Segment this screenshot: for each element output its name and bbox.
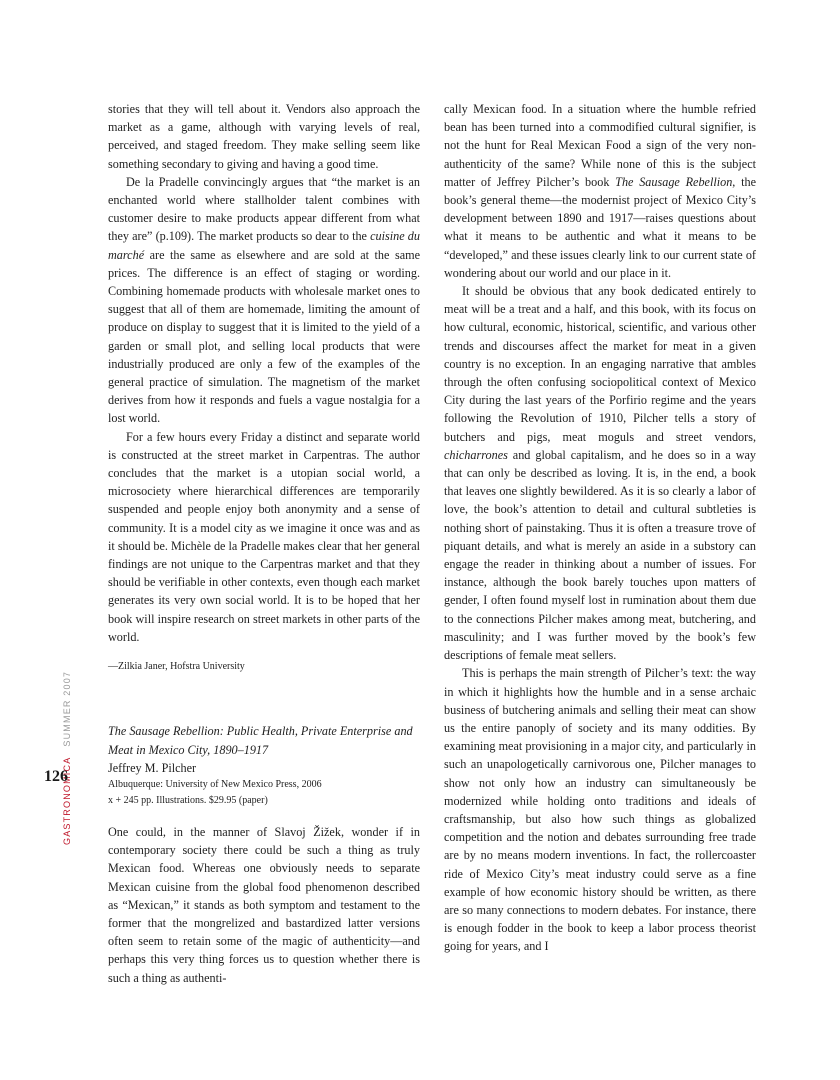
- paragraph: This is perhaps the main strength of Pilcher’s text: the way in which it highlights how the humble and in a sense archaic business of butchering animals and selling their meat can show us the entire panoply of society and its many oddities. By examining meat provisioning in a major city, and particularly in such an unapologetically carnivorous one, Pilcher manages to show not only how an industry can simultaneously be modernized while holding onto traditions and ideals of craftsmanship, but also how such things as globalized competition and the notion and debates surrounding free trade are by no means modern inventions. In fact, the rollercoaster ride of Mexico City’s meat industry could serve as a fine example of how economic history should be written, as there are so many connections to modern debates. For instance, there is enough fodder in the book to keep a labor process theorist going for years, and I: [444, 666, 756, 954]
- magazine-name: GASTRONOMICA: [62, 756, 72, 845]
- paragraph: De la Pradelle convincingly argues that “the market is an enchanted world where stallholder talent combines with customer desire to make products appear different from what they are” (p.109). The market products so dear to the cuisine du marché are the same as elsewhere and are sold at the same prices. The difference is an effect of staging or wording. Combining homemade products with wholesale market ones to suggest that all of them are homemade, limiting the amount of produce on display to suggest that it is limited to the yield of a garden or small plot, and selling local products that were industrially produced are only a few of the examples of the general practice of simulation. The magnetism of the market derives from how it responds and fuels a vague nostalgia for a lost world.: [108, 174, 420, 426]
- book-author: Jeffrey M. Pilcher: [108, 760, 197, 775]
- left-column: [108, 100, 420, 987]
- emphasis: chicharrones: [444, 447, 508, 462]
- book-citation: [108, 722, 420, 809]
- paragraph: For a few hours every Friday a distinct and separate world is constructed at the street market in Carpentras. The author concludes that the market is a utopian social world, a microsociety where hierarchical differences are temporarily suspended and people enjoy both anonymity and a sense of community. It is a model city as we imagine it once was and as it should be. Michèle de la Pradelle makes clear that her general findings are not unique to the Carpentras market and that they should be verifiable in other contexts, even though each market generates its very own social world. It is to be hoped that her book will inspire research on street markets in other parts of the world.: [108, 429, 421, 644]
- book-details: x + 245 pp. Illustrations. $29.95 (paper): [108, 794, 268, 806]
- page-number: 126: [44, 768, 68, 785]
- right-column: [444, 100, 756, 956]
- emphasis: cuisine du marché: [108, 229, 420, 262]
- emphasis: The Sausage Rebellion: [615, 174, 733, 189]
- book-title: The Sausage Rebellion: Public Health, Private Enterprise and Meat in Mexico City, 1890–1917: [108, 724, 413, 757]
- paragraph: It should be obvious that any book dedicated entirely to meat will be a treat and a half, and this book, with its focus on how cultural, economic, historical, scientific, and various other trends and discourses affect the market for meat in a given country is no exception. In an engaging narrative that ambles through the often confusing sociopolitical context of Mexico City during the last years of the Porfirio regime and the years following the Revolution of 1910, Pilcher tells a story of butchers and pigs, meat moguls and street vendors, chicharrones and global capitalism, and he does so in a way that can only be described as loving. It is, in the end, a book that leaves one slightly bewildered. As it is so clearly a labor of love, the book’s attention to detail and cultural subtleties is nothing short of painstaking. Thus it is often a treasure trove of piquant details, and what is merely an aside in a substory can engage the reader in thinking about a number of issues. For instance, although the book barely touches upon matters of gender, I often found myself lost in rumination about them due to the connections Pilcher makes among meat, butchering, and masculinity; and I was further moved by the book’s few descriptions of female meat sellers.: [444, 284, 756, 663]
- issue-label: SUMMER 2007: [62, 670, 72, 747]
- review-byline: —Zilkia Janer, Hofstra University: [108, 661, 245, 673]
- book-publisher: Albuquerque: University of New Mexico Press, 2006: [108, 778, 322, 790]
- paragraph: One could, in the manner of Slavoj Žižek, wonder if in contemporary society there could be such a thing as truly Mexican food. Whereas one obviously needs to separate Mexican cuisine from the global food phenomenon described as “Mexican,” it stands as both symptom and testament to the former that the mongrelized and bastardized latter versions often seem to retain some of the magic of authenticity—and perhaps this very thing forces us to question whether there is such a thing as authenti-: [108, 824, 420, 985]
- paragraph: stories that they will tell about it. Vendors also approach the market as a game, although with varying levels of real, perceived, and staged freedom. They make selling seem like something secondary to giving and having a good time.: [108, 102, 420, 171]
- paragraph: cally Mexican food. In a situation where the humble refried bean has been turned into a commodified cultural signifier, is not the hunt for Real Mexican Food a sign of the very non-authenticity of the same? While none of this is the subject matter of Jeffrey Pilcher’s book The Sausage Rebellion, the book’s general theme—the modernist project of Mexico City’s development between 1890 and 1917—raises questions about what it means to be authentic and what it means to be “developed,” and these issues clearly link to our current state of wondering about our world and our place in it.: [444, 102, 756, 280]
- magazine-running-head: [62, 671, 72, 845]
